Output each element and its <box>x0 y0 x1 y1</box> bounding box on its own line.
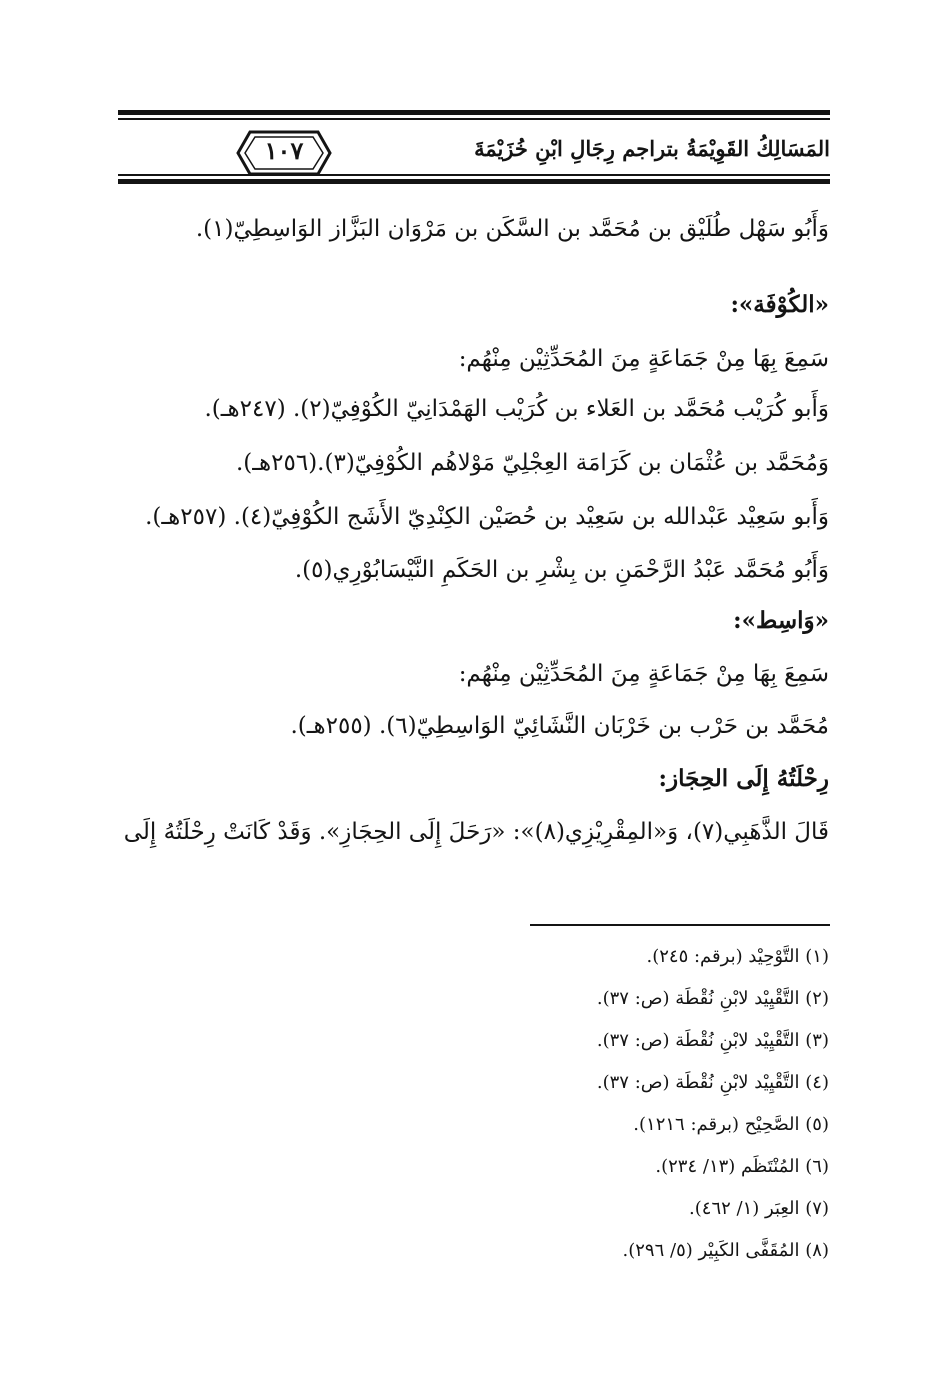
header-rule-top-thin <box>118 118 830 120</box>
header-rule-bottom-thin <box>118 174 830 176</box>
body-line: وَأَبو كُرَيْب مُحَمَّد بن العَلاء بن كُرَيْب الهَمْدَانِيّ الكُوْفِيّ(٢). (٢٤٧هـ). <box>204 396 829 422</box>
header-rule-top-thick <box>118 110 830 115</box>
footnote: (٤) التَّقْيِيْد لابْنِ نُقْطَة (ص: ٣٧). <box>596 1072 829 1093</box>
body-line: وَمُحَمَّد بن عُثْمَان بن كَرَامَة العِجْلِيّ مَوْلاهُم الكُوْفِيّ(٣).(٢٥٦هـ). <box>235 450 829 476</box>
page-number: ١٠٧ <box>264 136 304 165</box>
body-line: مُحَمَّد بن حَرْب بن خَرْبَان النَّشَائِيّ الوَاسِطِيّ(٦). (٢٥٥هـ). <box>290 713 829 739</box>
section-heading-wasit: «وَاسِط»: <box>733 607 829 634</box>
body-line: قَالَ الذَّهَبِي(٧)، وَ«المِقْرِيْزِي(٨)»: «رَحَلَ إِلَى الحِجَازِ». وَقَدْ كَانَتْ رِحْلَتُهُ إِلَى <box>123 819 829 845</box>
body-line: وَأَبُو سَهْل طُلَيْق بن مُحَمَّد بن السَّكَن بن مَرْوَان البَزَّاز الوَاسِطِيّ(١). <box>195 216 829 242</box>
page-number-frame <box>236 128 332 178</box>
footnote: (٧) العِبَر (١/ ٤٦٢). <box>689 1198 829 1219</box>
footnote: (٨) المُقَفَّى الكَبِيْر (٥/ ٢٩٦). <box>622 1240 829 1261</box>
section-heading-kufa: «الكُوْفَة»: <box>730 291 829 318</box>
footnote: (٢) التَّقْيِيْد لابْنِ نُقْطَة (ص: ٣٧). <box>596 988 829 1009</box>
footnote: (٣) التَّقْيِيْد لابْنِ نُقْطَة (ص: ٣٧). <box>596 1030 829 1051</box>
footnote: (٦) المُنْتَظَم (١٣/ ٢٣٤). <box>655 1156 829 1177</box>
body-line: وَأَبو سَعِيْد عَبْدالله بن سَعِيْد بن حُصَيْن الكِنْدِيّ الأَشَج الكُوْفِيّ(٤). (٢٥٧هـ). <box>145 504 829 530</box>
footnote: (١) التَّوْحِيْد (برقم: ٢٤٥). <box>646 946 829 967</box>
body-line: سَمِعَ بِهَا مِنْ جَمَاعَةٍ مِنَ المُحَدِّثِيْن مِنْهُم: <box>458 661 829 687</box>
footnote-separator <box>530 924 830 926</box>
header-rule-bottom-thick <box>118 179 830 184</box>
page-header <box>118 106 830 192</box>
section-heading-hijaz: رِحْلَتُهُ إِلَى الحِجَاز: <box>658 765 829 792</box>
footnote: (٥) الصَّحِيْح (برقم: ١٢١٦). <box>633 1114 829 1135</box>
running-book-title: المَسَالِكُ القَوِيْمَةُ بتراجم رِجَالِ ابْنِ خُزَيْمَةَ <box>474 136 830 161</box>
body-line: سَمِعَ بِهَا مِنْ جَمَاعَةٍ مِنَ المُحَدِّثِيْن مِنْهُم: <box>458 346 829 372</box>
body-line: وَأَبُو مُحَمَّد عَبْدُ الرَّحْمَنِ بن بِشْرِ بن الحَكَمِ النَّيْسَابُوْرِي(٥). <box>294 557 829 583</box>
